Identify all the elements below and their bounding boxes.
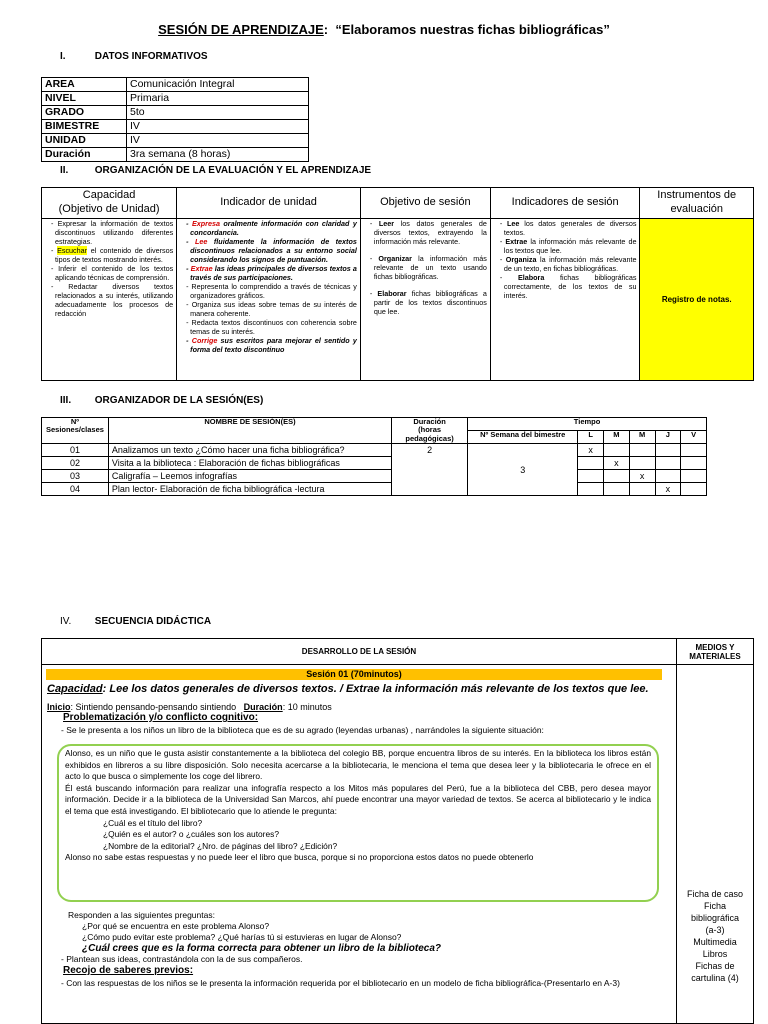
day-mark — [681, 483, 707, 496]
header-instrumentos: Instrumentos de evaluación — [640, 188, 754, 219]
session-name: Visita a la biblioteca : Elaboración de fichas bibliográficas — [108, 457, 391, 470]
day-mark: x — [655, 483, 681, 496]
day-mark — [655, 444, 681, 457]
inicio-line: Inicio: Sintiendo pensando-pensando sintiendo Duración: 10 minutos — [47, 702, 332, 712]
section-heading-1: I. DATOS INFORMATIVOS — [60, 51, 208, 62]
intro-line: - Se le presenta a los niños un libro de la biblioteca que es de su agrado (leyendas urbanas) , narrándoles la siguiente situación: — [61, 725, 544, 735]
plantean-line: - Plantean sus ideas, contrastándola con la de sus compañeros. — [61, 954, 303, 964]
day-mark — [629, 457, 655, 470]
datos-row — [42, 106, 309, 120]
datos-row — [42, 134, 309, 148]
datos-value: Comunicación Integral — [127, 78, 309, 92]
header-indicador-unidad: Indicador de unidad — [177, 188, 361, 219]
header-day-l: L — [578, 431, 604, 444]
datos-key: Duración — [42, 148, 127, 162]
day-mark: x — [578, 444, 604, 457]
header-capacidad: Capacidad (Objetivo de Unidad) — [42, 188, 177, 219]
header-day-v: V — [681, 431, 707, 444]
materiales-cell: Ficha de caso Ficha bibliográfica (a-3) Multimedia Libros Fichas de cartulina (4) — [677, 665, 754, 1024]
session-name: Caligrafía – Leemos infografías — [108, 470, 391, 483]
day-mark: x — [604, 457, 630, 470]
datos-row — [42, 120, 309, 134]
day-mark — [578, 483, 604, 496]
session-number: 01 — [42, 444, 109, 457]
datos-key: BIMESTRE — [42, 120, 127, 134]
session-row — [42, 470, 707, 483]
capacidad-line: Capacidad: Lee los datos generales de diversos textos. / Extrae la información más relevante de los textos que lee. — [47, 683, 649, 695]
title-text: “Elaboramos nuestras fichas bibliográficas” — [335, 22, 610, 37]
section-heading-2: II. ORGANIZACIÓN DE LA EVALUACIÓN Y EL APRENDIZAJE — [60, 165, 372, 176]
datos-value: IV — [127, 134, 309, 148]
session-row — [42, 483, 707, 496]
day-mark — [681, 444, 707, 457]
header-day-m1: M — [604, 431, 630, 444]
day-mark — [655, 470, 681, 483]
datos-value: Primaria — [127, 92, 309, 106]
header-tiempo: Tiempo — [468, 418, 707, 431]
header-day-j: J — [655, 431, 681, 444]
datos-value: 5to — [127, 106, 309, 120]
session-name: Plan lector- Elaboración de ficha bibliográfica -lectura — [108, 483, 391, 496]
organizador-table — [41, 417, 707, 496]
day-mark — [629, 483, 655, 496]
datos-row — [42, 148, 309, 162]
datos-key: UNIDAD — [42, 134, 127, 148]
objetivo-sesion-cell: - Leer los datos generales de diversos textos, extrayendo la información más relevante. - Organizar la información más relevante de un texto usando fichas bibliográficas. - Elaborar fichas bibliográficas a partir de los textos discontinuos que lee. — [360, 219, 490, 381]
datos-key: AREA — [42, 78, 127, 92]
session-name: Analizamos un texto ¿Cómo hacer una ficha bibliográfica? — [108, 444, 391, 457]
case-story-box: Alonso, es un niño que le gusta asistir constantemente a la biblioteca del colegio BB, porque encuentra libros de su interés. En la biblioteca los libros están exhibidos en libreros a su libre disposición. Solo necesita acercarse a la bibliotecaria, le menciona el tema que desea leer y la bibliotecaria le ofrece en el acto lo que busca o simplemente los coge del librero. Él está buscando información para realizar una infografía respecto a los Mitos más populares del Perú, fue a la biblioteca del CBB, pero desea mayor información. Decide ir a la biblioteca de la Universidad San Marcos, ahí puede encontrar una mayor variedad de textos. Se acerca al bibliotecario y le indica el tema que está investigando. El bibliotecario que lo atiende le pregunta: ¿Cuál es el título del libro? ¿Quién es el autor? o ¿cuáles son los autores? ¿Nombre de la editorial? ¿Nro. de páginas del libro? ¿Edición? Alonso no sabe estas respuestas y no puede leer el libro que busca, porque si no proporciona estos datos no puede obtenerlo — [57, 744, 659, 902]
day-mark: x — [629, 470, 655, 483]
evaluacion-table — [41, 187, 754, 381]
indicador-unidad-cell: - Expresa oralmente información con claridad y concordancia. - Lee fluidamente la información de textos discontinuos relacionados a su entorno social considerando los signos de puntuación. - Extrae las ideas principales de diversos textos a través de sus participaciones. - Representa lo comprendido a través de técnicas y organizadores gráficos. - Organiza sus ideas sobre temas de su interés de manera coherente. - Redacta textos discontinuos con coherencia sobre temas de su interés. - Corrige sus escritos para mejorar el sentido y forma del texto discontinuo — [177, 219, 361, 381]
session-number: 03 — [42, 470, 109, 483]
instrumento-cell: Registro de notas. — [640, 219, 754, 381]
session-bar: Sesión 01 (70minutos) — [46, 669, 662, 680]
session-duration: 2 — [391, 444, 467, 496]
questions-block: Responden a las siguientes preguntas: ¿Por qué se encuentra en este problema Alonso? ¿Cómo pudo evitar este problema? ¿Qué harías tú si estuvieras en lugar de Alonso? ¿Cuál crees que es la forma correcta para obtener un libro de la biblioteca? — [68, 910, 441, 954]
desarrollo-cell — [42, 665, 677, 1024]
datos-row — [42, 92, 309, 106]
datos-informativos-table — [41, 77, 309, 162]
session-number: 04 — [42, 483, 109, 496]
day-mark — [655, 457, 681, 470]
header-duracion: Duración (horas pedagógicas) — [391, 418, 467, 444]
datos-value: 3ra semana (8 horas) — [127, 148, 309, 162]
datos-key: GRADO — [42, 106, 127, 120]
section-heading-4: IV. SECUENCIA DIDÁCTICA — [60, 616, 212, 627]
header-objetivo-sesion: Objetivo de sesión — [360, 188, 490, 219]
title-label: SESIÓN DE APRENDIZAJE — [158, 22, 324, 37]
page-title: SESIÓN DE APRENDIZAJE: “Elaboramos nuestras fichas bibliográficas” — [158, 22, 610, 37]
day-mark — [681, 457, 707, 470]
day-mark — [578, 470, 604, 483]
section-heading-3: III. ORGANIZADOR DE LA SESIÓN(ES) — [60, 395, 264, 406]
header-semana: Nº Semana del bimestre — [468, 431, 578, 444]
capacidad-cell: - Expresar la información de textos discontinuos utilizando diferentes estrategias. - Escuchar el contenido de diversos tipos de textos mostrando interés. - Inferir el contenido de los textos aplicando técnicas de comprensión. - Redactar diversos textos relacionados a su interés, utilizando adecuadamente los procesos de redacción — [42, 219, 177, 381]
recojo-heading: Recojo de saberes previos: — [63, 965, 194, 976]
header-medios: MEDIOS Y MATERIALES — [677, 639, 754, 665]
header-indicadores-sesion: Indicadores de sesión — [490, 188, 640, 219]
header-nombre-sesion: NOMBRE DE SESIÓN(ES) — [108, 418, 391, 444]
last-line: - Con las respuestas de los niños se le presenta la información requerida por el bibliotecario en un modelo de ficha bibliográfica-(Presentarlo en A-3) — [61, 978, 620, 988]
header-day-m2: M — [629, 431, 655, 444]
problematizacion-heading: Problematización y/o conflicto cognitivo: — [63, 712, 259, 723]
header-num-sesiones: Nº Sesiones/clases — [42, 418, 109, 444]
datos-key: NIVEL — [42, 92, 127, 106]
day-mark — [629, 444, 655, 457]
header-desarrollo: DESARROLLO DE LA SESIÓN — [42, 639, 677, 665]
session-week: 3 — [468, 444, 578, 496]
indicadores-sesion-cell: - Lee los datos generales de diversos textos. - Extrae la información más relevante de los textos que lee. - Organiza la información más relevante de un texto, en fichas bibliográficas. - Elabora fichas bibliográficas correctamente, de los textos de su interés. — [490, 219, 640, 381]
day-mark — [604, 444, 630, 457]
session-row — [42, 444, 707, 457]
day-mark — [681, 470, 707, 483]
highlight-escuchar: Escuchar — [57, 246, 88, 255]
day-mark — [578, 457, 604, 470]
datos-value: IV — [127, 120, 309, 134]
session-row — [42, 457, 707, 470]
day-mark — [604, 470, 630, 483]
session-number: 02 — [42, 457, 109, 470]
day-mark — [604, 483, 630, 496]
secuencia-table — [41, 638, 754, 1024]
datos-row — [42, 78, 309, 92]
